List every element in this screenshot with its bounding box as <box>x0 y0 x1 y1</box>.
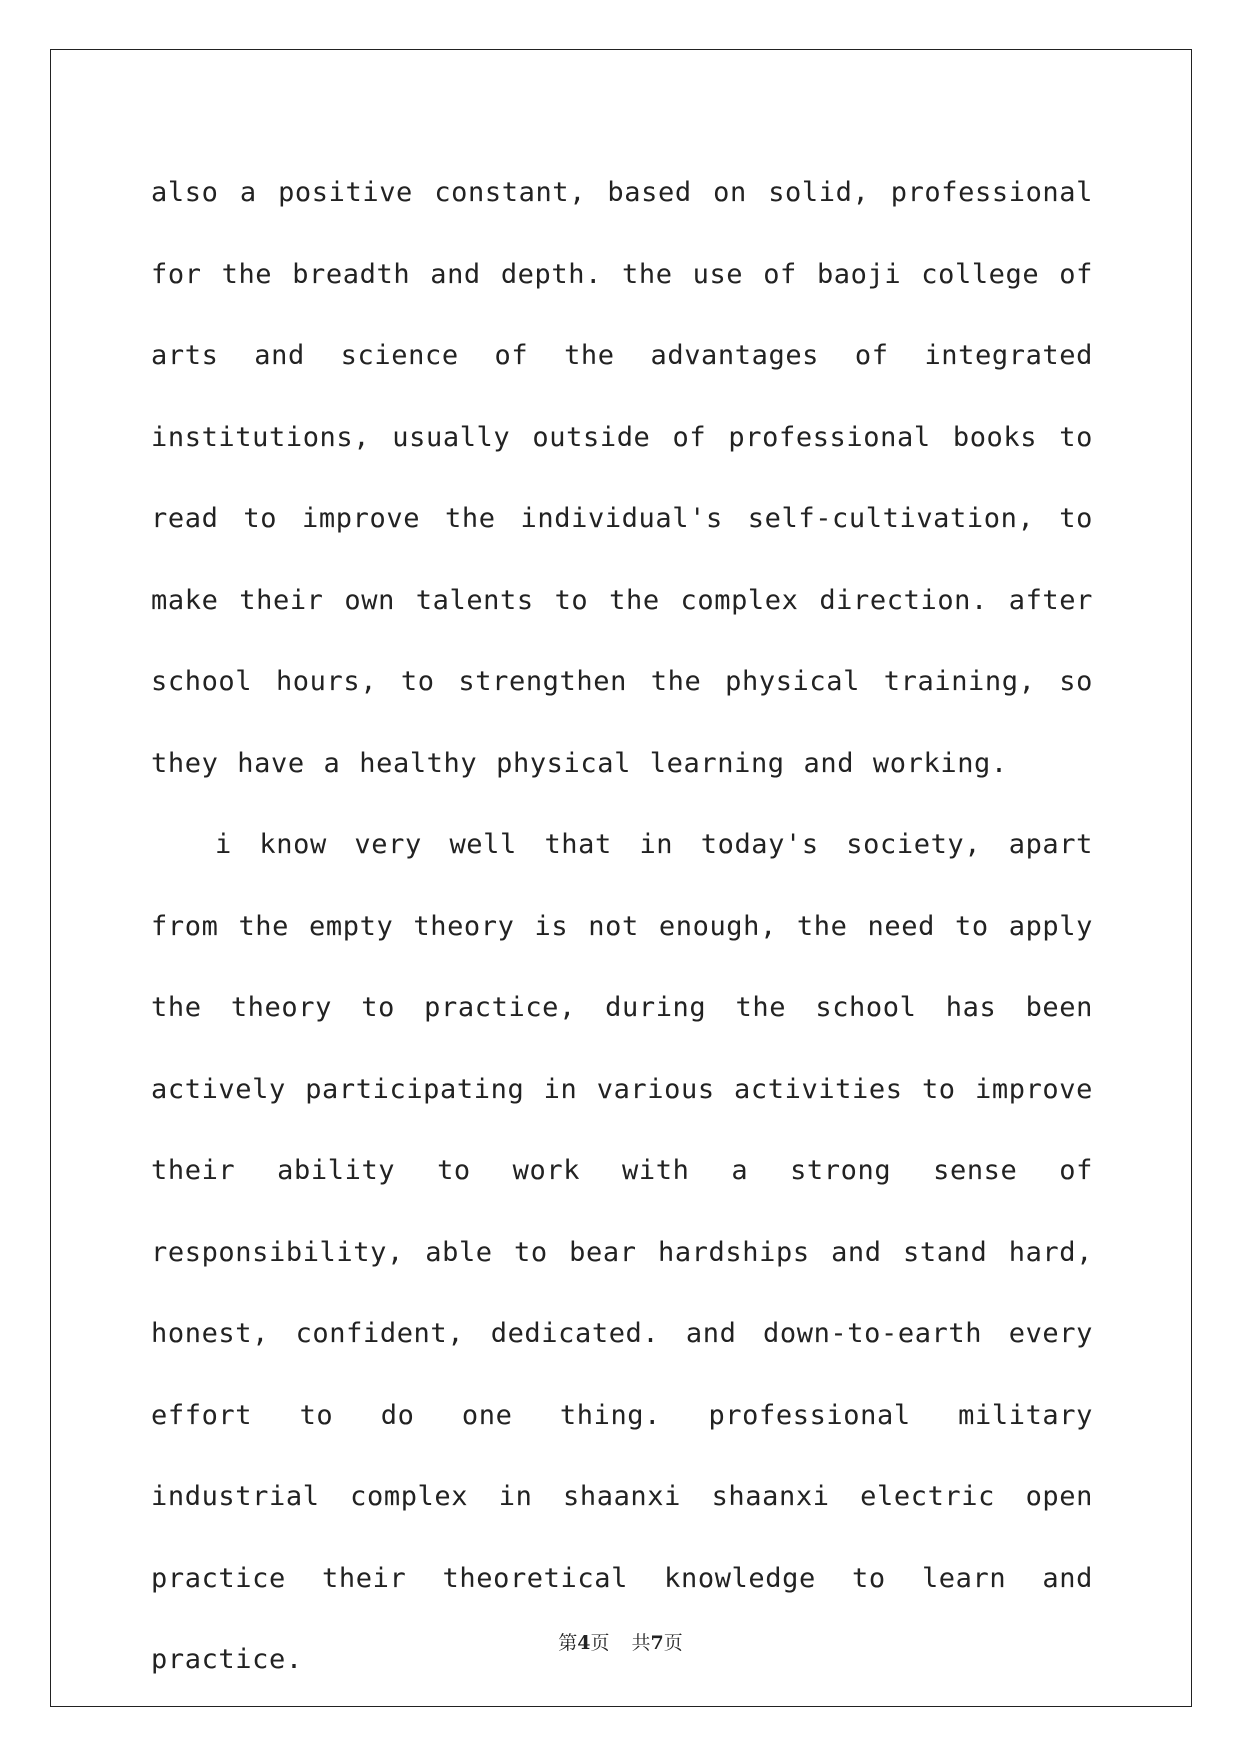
total-suffix: 页 <box>663 1632 683 1654</box>
paragraph-1: also a positive constant, based on solid, professional for the breadth and depth. the use of baoji college of arts and science of the advantages of integrated institutions, usually outside of professional books to read to improve the individual's self-cultivation, to make their own talents to the complex direction. after school hours, to strengthen the physical training, so they have a healthy physical learning and working. <box>151 177 1093 779</box>
document-body <box>151 152 1093 1701</box>
current-page-number: 4 <box>577 1632 591 1654</box>
paragraph-2: i know very well that in today's society, apart from the empty theory is not enough, the need to apply the theory to practice, during the school has been actively participating in various activities to improve their ability to work with a strong sense of responsibility, able to bear hardships and stand hard, honest, confident, dedicated. and down-to-earth every effort to do one thing. professional military industrial complex in shaanxi shaanxi electric open practice their theoretical knowledge to learn and practice. <box>151 829 1093 1675</box>
total-prefix: 共 <box>631 1632 651 1654</box>
total-pages-number: 7 <box>650 1632 664 1654</box>
page-footer <box>0 1628 1241 1655</box>
page-suffix: 页 <box>590 1632 610 1654</box>
page-prefix: 第 <box>558 1632 578 1654</box>
